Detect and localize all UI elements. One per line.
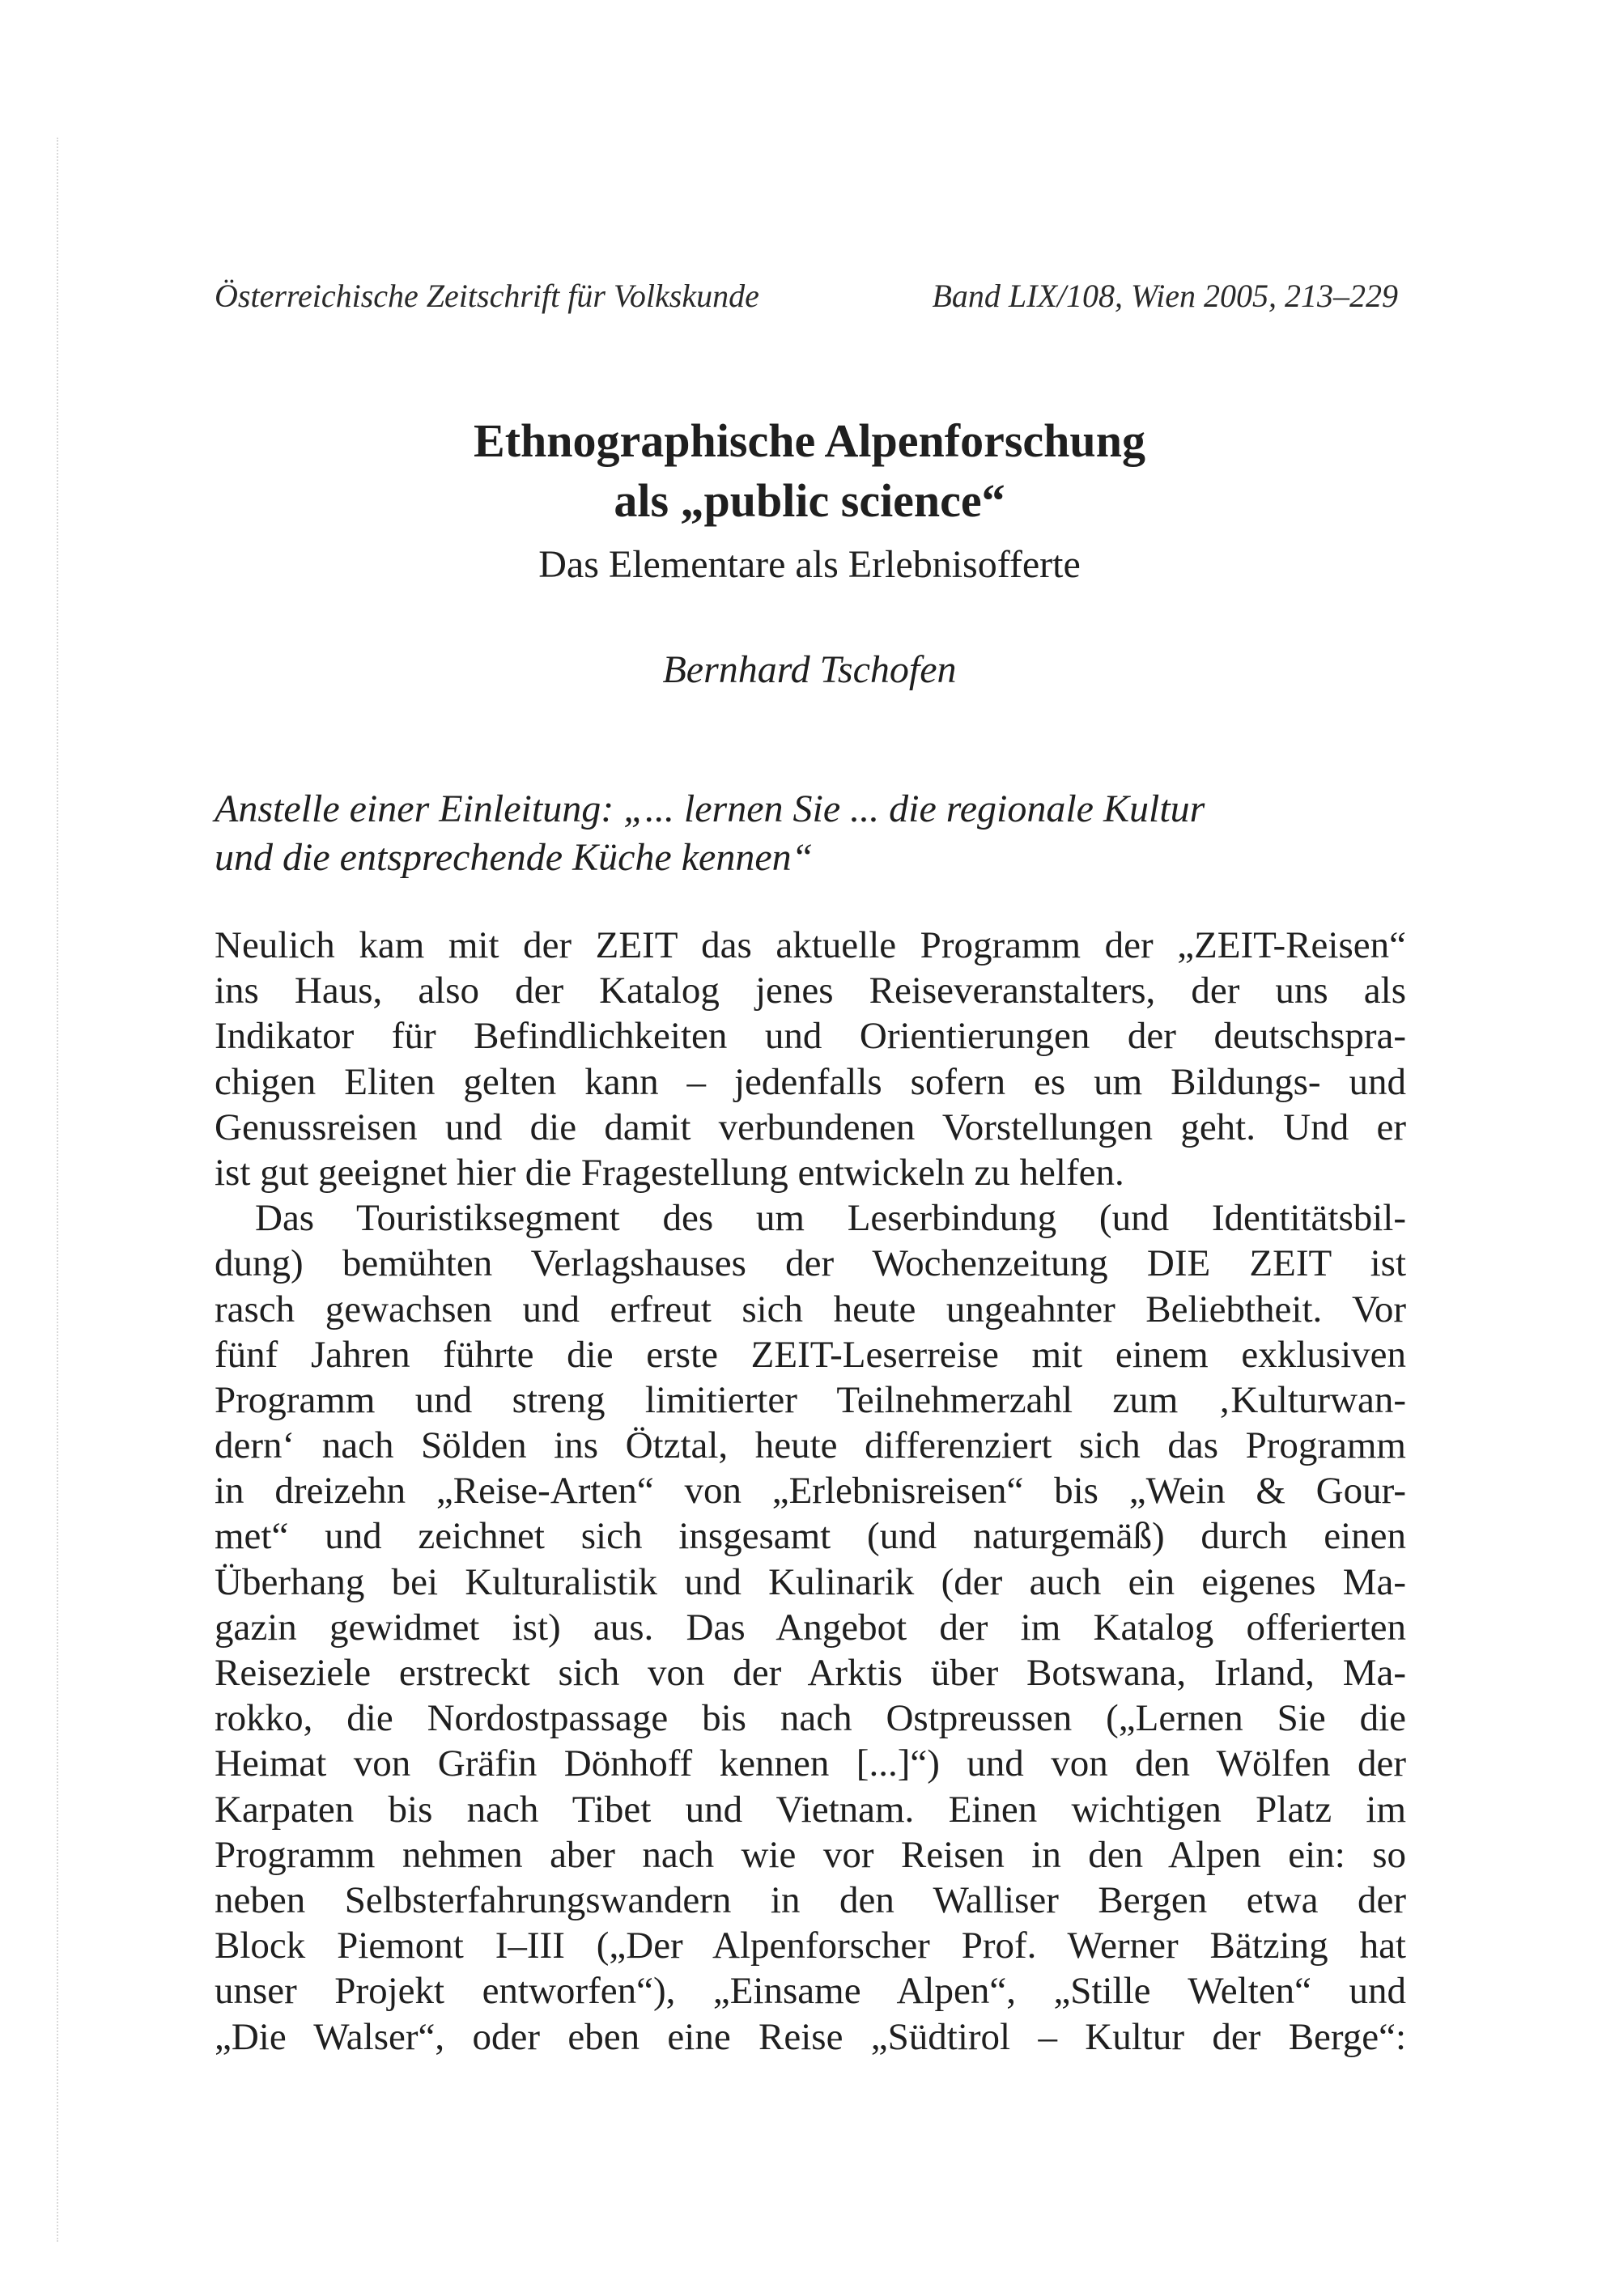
text-line: rokko, die Nordostpassage bis nach Ostpreussen („Lernen Sie die — [215, 1697, 1406, 1740]
text-line: Indikator für Befindlichkeiten und Orientierungen der deutschspra- — [215, 1015, 1406, 1058]
text-line: gazin gewidmet ist) aus. Das Angebot der im Katalog offerierten — [215, 1606, 1406, 1649]
running-head — [215, 274, 1398, 319]
text-line: Reiseziele erstreckt sich von der Arktis über Botswana, Irland, Ma- — [215, 1652, 1406, 1694]
text-line: in dreizehn „Reise-Arten“ von „Erlebnisreisen“ bis „Wein & Gour- — [215, 1470, 1406, 1513]
text-line: dern‘ nach Sölden ins Ötztal, heute differenziert sich das Programm — [215, 1424, 1406, 1467]
text-line: neben Selbsterfahrungswandern in den Walliser Bergen etwa der — [215, 1878, 1406, 1921]
text-line: Block Piemont I–III („Der Alpenforscher Prof. Werner Bätzing hat — [215, 1925, 1406, 1967]
text-line: unser Projekt entworfen“), „Einsame Alpen“, „Stille Welten“ und — [215, 1970, 1406, 2013]
article-subtitle: Das Elementare als Erlebnisofferte — [538, 543, 1081, 586]
paragraph-2 — [215, 1195, 1406, 2060]
text-line: Programm und streng limitierter Teilnehmerzahl zum ‚Kulturwan- — [215, 1378, 1406, 1421]
text-line: Karpaten bis nach Tibet und Vietnam. Einen wichtigen Platz im — [215, 1788, 1406, 1831]
title-block — [0, 411, 1619, 694]
article-title-line: als „public science“ — [614, 474, 1005, 527]
section-heading-line: Anstelle einer Einleitung: „... lernen Sie ... die regionale Kultur — [215, 787, 1205, 830]
section-heading — [215, 785, 1404, 882]
text-line: Programm nehmen aber nach wie vor Reisen in den Alpen ein: so — [215, 1833, 1406, 1876]
paragraph-1 — [215, 923, 1406, 1195]
text-line: rasch gewachsen und erfreut sich heute ungeahnter Beliebtheit. Vor — [215, 1288, 1406, 1330]
text-line: fünf Jahren führte die erste ZEIT-Leserreise mit einem exklusiven — [215, 1333, 1406, 1376]
text-line: ist gut geeignet hier die Fragestellung entwickeln zu helfen. — [215, 1151, 1124, 1194]
text-line: Heimat von Gräfin Dönhoff kennen [...]“) und von den Wölfen der — [215, 1742, 1406, 1785]
text-line: met“ und zeichnet sich insgesamt (und naturgemäß) durch einen — [215, 1515, 1406, 1558]
text-line: Überhang bei Kulturalistik und Kulinarik (der auch ein eigenes Ma- — [215, 1560, 1406, 1603]
body-text — [215, 923, 1406, 2060]
section-heading-line: und die entsprechende Küche kennen“ — [215, 836, 814, 879]
text-line: chigen Eliten gelten kann – jedenfalls sofern es um Bildungs- und — [215, 1060, 1406, 1103]
text-line: ins Haus, also der Katalog jenes Reiseveranstalters, der uns als — [215, 970, 1406, 1012]
article-title — [0, 411, 1619, 531]
text-line: Neulich kam mit der ZEIT das aktuelle Programm der „ZEIT-Reisen“ — [215, 924, 1406, 966]
text-line: dung) bemühten Verlagshauses der Wochenzeitung DIE ZEIT ist — [215, 1242, 1406, 1285]
journal-name: Österreichische Zeitschrift für Volkskunde — [215, 278, 759, 314]
text-line: Das Touristiksegment des um Leserbindung (und Identitätsbil- — [255, 1197, 1406, 1240]
article-title-line: Ethnographische Alpenforschung — [474, 414, 1145, 467]
volume-info: Band LIX/108, Wien 2005, 213–229 — [932, 278, 1398, 314]
text-line: Genussreisen und die damit verbundenen Vorstellungen geht. Und er — [215, 1106, 1406, 1148]
article-author: Bernhard Tschofen — [662, 648, 957, 691]
text-line: „Die Walser“, oder eben eine Reise „Südtirol – Kultur der Berge“: — [215, 2015, 1406, 2058]
